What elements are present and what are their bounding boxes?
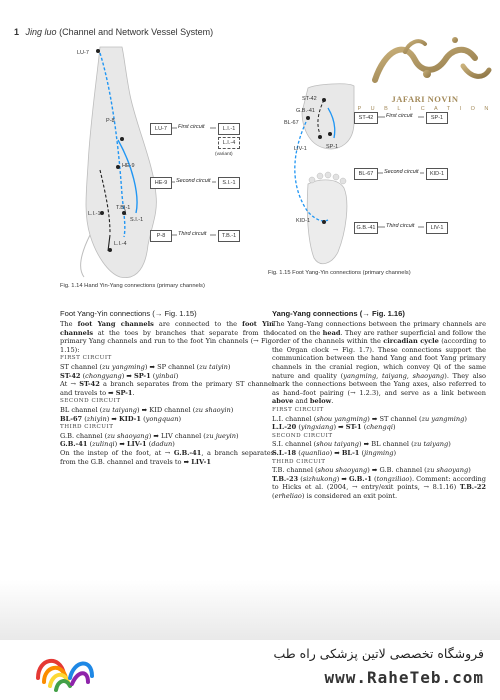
right-c2-line2: S.I.-18 (quanliao) ➡ BL-1 (jingming): [272, 448, 397, 457]
store-logo-icon: [30, 648, 98, 698]
r3-left-box: G.B.-41: [354, 222, 378, 234]
r2-right-box: KID-1: [426, 168, 448, 180]
left-circuit-3: THIRD CIRCUIT: [60, 424, 114, 431]
left-circuit-2: SECOND CIRCUIT: [60, 398, 121, 405]
figure-1-15: [268, 82, 458, 272]
point-st42: ST-42: [302, 96, 317, 102]
r2-circuit-label: Second circuit: [384, 169, 419, 175]
right-circuit-3: THIRD CIRCUIT: [272, 458, 326, 465]
running-header: [14, 27, 213, 37]
row2-left-box: HE-9: [150, 177, 172, 189]
bottom-fade: [0, 580, 500, 640]
header-title-italic: Jing luo: [25, 27, 57, 37]
fig114-caption: Fig. 1.14 Hand Yin-Yang connections (primary channels): [60, 283, 205, 289]
fig115-caption: Fig. 1.15 Foot Yang-Yin connections (primary channels): [268, 270, 411, 276]
r1-left-box: ST-42: [354, 112, 378, 124]
right-c1-line2: L.I.-20 (yingxiang) ➡ ST-1 (chengqi): [272, 423, 396, 432]
left-c1-line2: ST-42 (chongyang) ➡ SP-1 (yinbai): [60, 371, 179, 380]
row1-extra-box: L.I.-4: [218, 137, 240, 149]
right-circuit-1: FIRST CIRCUIT: [272, 406, 324, 413]
r3-circuit-label: Third circuit: [386, 223, 415, 229]
right-circuit-2: SECOND CIRCUIT: [272, 432, 333, 439]
r3-right-box: LIV-1: [426, 222, 448, 234]
point-lu7: LU-7: [77, 50, 89, 56]
row1-left-box: LU-7: [150, 123, 172, 135]
point-he9: HE-9: [122, 163, 135, 169]
logo-subtitle: P U B L I C A T I O N: [357, 106, 493, 112]
point-gb41: G.B.-41: [296, 108, 315, 114]
point-liv1: LIV-1: [294, 146, 307, 152]
store-name-persian: فروشگاه تخصصی لاتین پزشکی راه طب: [273, 646, 484, 661]
right-c1-line1: L.I. channel (shou yangming) ➡ ST channel (zu yangming): [272, 414, 467, 423]
left-c3-line2: G.B.-41 (zulinqi) ➡ LIV-1 (dadun): [60, 440, 175, 449]
right-c2-line1: S.I. channel (shou taiyang) ➡ BL channel (zu taiyang): [272, 440, 451, 449]
left-intro: The foot Yang channels are connected to the foot Yin channels at the toes by branches that separate from the primary Yang channels and run to the foot Yin channels (→ Fig. 1.15):: [60, 320, 274, 354]
point-tb1: T.B.-1: [116, 205, 131, 211]
row2-circuit-label: Second circuit: [176, 178, 211, 184]
point-kid1: KID-1: [296, 218, 311, 224]
right-column: [272, 309, 486, 500]
left-c2-line2: BL-67 (zhiyin) ➡ KID-1 (yongquan): [60, 414, 182, 423]
point-si1: S.I.-1: [130, 217, 144, 223]
right-c3-line2: T.B.-23 (sizhukong) ➡ G.B.-1 (tongziliao). Comment: according to Hicks et al. (2004, → entry/exit points, → 8.1.16) T.B.-22 (erheliao) is considered an exit point.: [272, 474, 487, 500]
point-li4: L.I.-4: [114, 241, 127, 247]
point-sp1: SP-1: [326, 144, 339, 150]
r1-right-box: SP-1: [426, 112, 448, 124]
left-c3-line1: G.B. channel (zu shaoyang) ➡ LIV channel (zu jueyin): [60, 431, 239, 440]
point-bl67: BL-67: [284, 120, 299, 126]
r2-left-box: BL-67: [354, 168, 378, 180]
logo-name: JAFARI NOVIN: [391, 94, 459, 104]
r1-circuit-label: First circuit: [386, 113, 413, 119]
point-p8: P-8: [106, 118, 115, 124]
row3-left-box: P-8: [150, 230, 172, 242]
page-number: 1: [14, 27, 20, 37]
row1-circuit-label: First circuit: [178, 124, 205, 130]
row3-right-box: T.B.-1: [218, 230, 240, 242]
left-c1-line3: At → ST-42 a branch separates from the primary ST channel and travels to ➡ SP-1.: [60, 380, 275, 397]
right-c3-line1: T.B. channel (shou shaoyang) ➡ G.B. channel (zu shaoyang): [272, 466, 471, 475]
left-c3-line3: On the instep of the foot, at → G.B.-41, a branch separates from the G.B. channel and travels to ➡ LIV-1: [60, 448, 275, 466]
right-intro: The Yang–Yang connections between the primary channels are located on the head. They are rather superficial and follow the order of the channels within the circadian cycle (according to the Organ clock → Fig. 1.7). These connections support the communication between the hand Yang and foot Yang primary channels in the cranial region, which convey Qi of the same nature and quality (yangming, taiyang, shaoyang). They also mark the connections between the Yang axes, also referred to as hand–foot pairing (→ 1.2.3), and serve as a link between above and below.: [272, 320, 486, 406]
point-li1: L.I.-1: [88, 211, 101, 217]
row3-circuit-label: Third circuit: [178, 231, 207, 237]
hand-illustration: [60, 45, 260, 280]
figure-1-14: [60, 45, 260, 280]
store-url[interactable]: www.RaheTeb.com: [324, 668, 484, 687]
row2-right-box: S.I.-1: [218, 177, 240, 189]
header-title-rest: (Channel and Network Vessel System): [59, 27, 214, 37]
left-column: [60, 309, 274, 466]
row1-right-box: L.I.-1: [218, 123, 240, 135]
left-circuit-1: FIRST CIRCUIT: [60, 355, 112, 362]
right-heading: Yang-Yang connections (→ Fig. 1.16): [272, 309, 405, 318]
left-c2-line1: BL channel (zu taiyang) ➡ KID channel (zu shaoyin): [60, 405, 234, 414]
left-heading: Foot Yang-Yin connections (→ Fig. 1.15): [60, 309, 197, 318]
store-banner: [0, 640, 500, 700]
row1-variant-note: (variant): [215, 152, 233, 157]
left-c1-line1: ST channel (zu yangming) ➡ SP channel (zu taiyin): [60, 362, 231, 371]
